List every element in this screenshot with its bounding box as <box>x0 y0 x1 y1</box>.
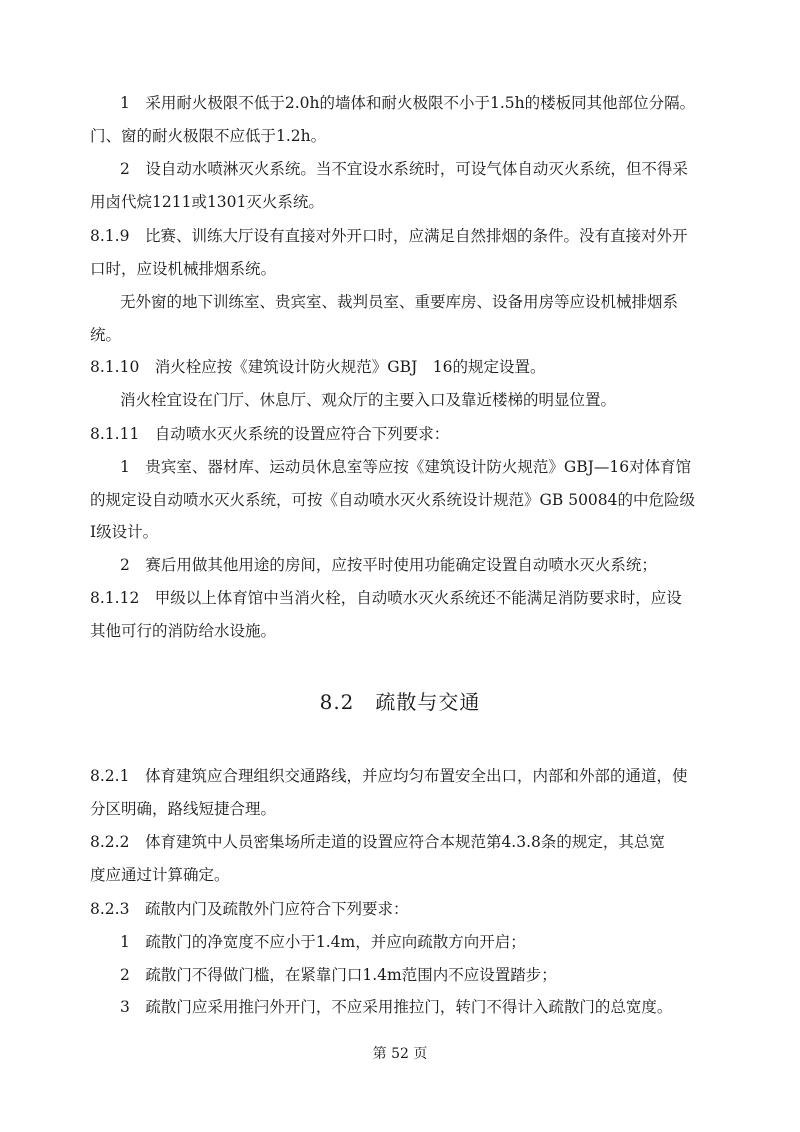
clause-line: 8.1.9 比赛、训练大厅设有直接对外开口时，应满足自然排烟的条件。没有直接对外开 <box>90 227 688 245</box>
paragraph-line: 的规定设自动喷水灭火系统，可按《自动喷水灭火系统设计规范》GB 50084的中危险级 <box>90 491 696 509</box>
clause-line: 8.1.12 甲级以上体育馆中当消火栓，自动喷水灭火系统还不能满足消防要求时，应设 <box>90 589 682 607</box>
paragraph-line: 门、窗的耐火极限不应低于1.2h。 <box>90 127 327 145</box>
paragraph-line: 度应通过计算确定。 <box>90 866 230 884</box>
paragraph-line: 2 赛后用做其他用途的房间，应按平时使用功能确定设置自动喷水灭火系统； <box>120 556 657 574</box>
paragraph-line: 统。 <box>90 326 122 344</box>
paragraph-line: 分区明确，路线短捷合理。 <box>90 800 277 818</box>
section-heading: 8.2 疏散与交通 <box>319 690 481 714</box>
paragraph-line: Ⅰ级设计。 <box>90 523 159 541</box>
paragraph-line: 消火栓宜设在门厅、休息厅、观众厅的主要入口及靠近楼梯的明显位置。 <box>120 391 617 409</box>
clause-line: 8.2.3 疏散内门及疏散外门应符合下列要求： <box>90 900 409 918</box>
list-item: 1 疏散门的净宽度不应小于1.4m，并应向疏散方向开启； <box>120 933 526 951</box>
page-number: 第 52 页 <box>372 1046 428 1062</box>
clause-line: 8.1.10 消火栓应按《建筑设计防火规范》GBJ 16的规定设置。 <box>90 358 546 376</box>
paragraph-line: 口时，应设机械排烟系统。 <box>90 260 277 278</box>
paragraph-line: 2 设自动水喷淋灭火系统。当不宜设水系统时，可设气体自动灭火系统，但不得采 <box>120 160 688 178</box>
paragraph-line: 用卤代烷1211或1301灭火系统。 <box>90 193 324 211</box>
paragraph-line: 无外窗的地下训练室、贵宾室、裁判员室、重要库房、设备用房等应设机械排烟系 <box>120 293 679 311</box>
list-item: 2 疏散门不得做门槛，在紧靠门口1.4m范围内不应设置踏步； <box>120 966 557 984</box>
paragraph-line: 其他可行的消防给水设施。 <box>90 622 277 640</box>
clause-line: 8.2.2 体育建筑中人员密集场所走道的设置应符合本规范第4.3.8条的规定，其总宽 <box>90 833 665 851</box>
clause-line: 8.2.1 体育建筑应合理组织交通路线，并应均匀布置安全出口，内部和外部的通道，使 <box>90 767 688 785</box>
paragraph-line: 1 贵宾室、器材库、运动员休息室等应按《建筑设计防火规范》GBJ—16对体育馆 <box>120 458 692 476</box>
clause-line: 8.1.11 自动喷水灭火系统的设置应符合下列要求： <box>90 425 450 443</box>
paragraph-line: 1 采用耐火极限不低于2.0h的墙体和耐火极限不小于1.5h的楼板同其他部位分隔。 <box>120 94 696 112</box>
list-item: 3 疏散门应采用推闩外开门，不应采用推拉门，转门不得计入疏散门的总宽度。 <box>120 998 673 1016</box>
